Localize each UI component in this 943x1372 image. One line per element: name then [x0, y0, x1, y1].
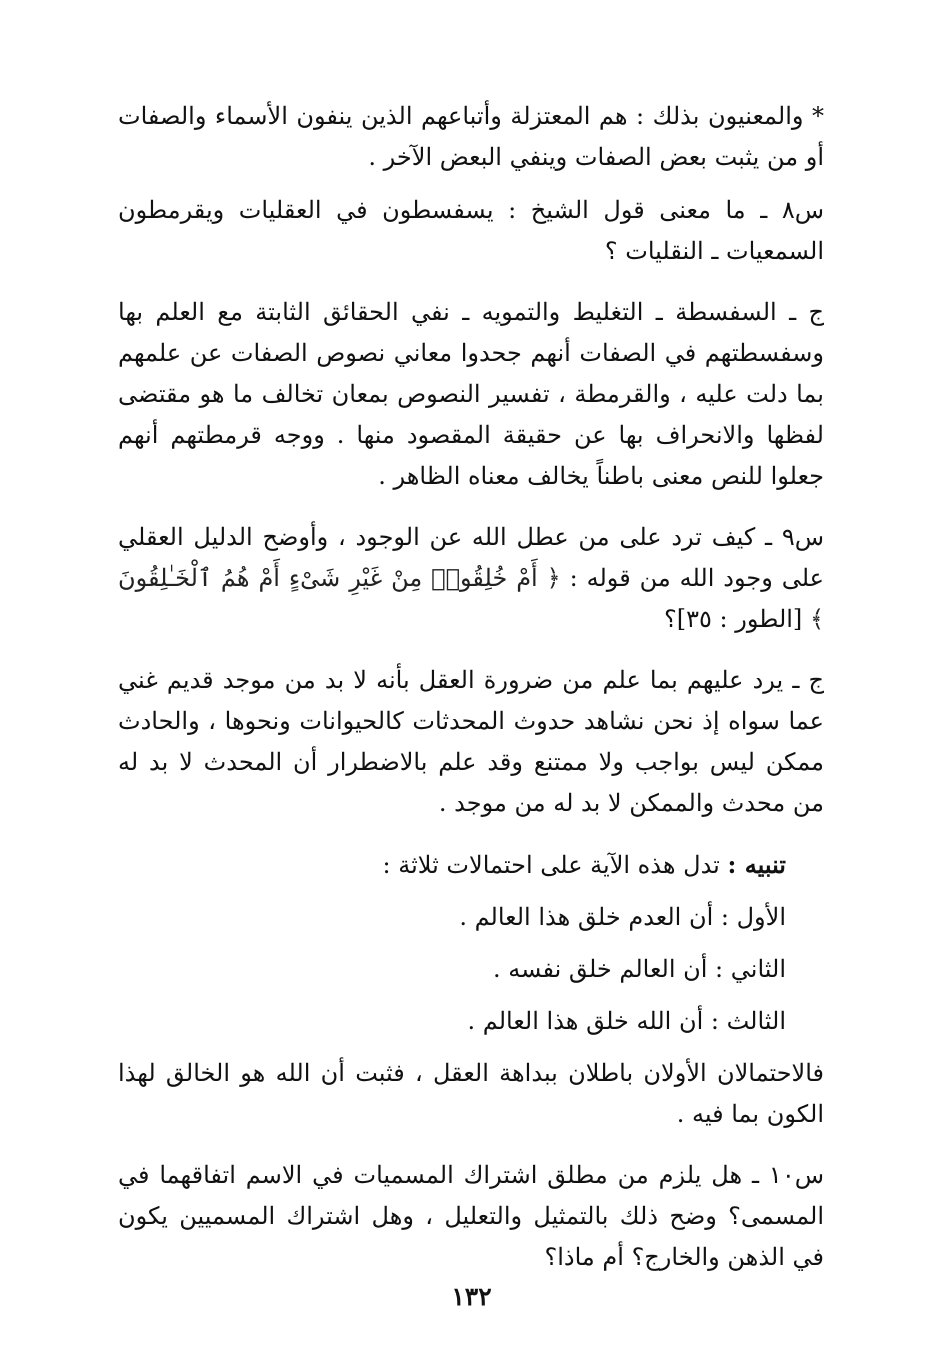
- quran-verse: ﴿ أَمْ خُلِقُوا۟ مِنْ غَيْرِ شَىْءٍ أَمْ هُمُ ٱلْخَـٰلِقُونَ ﴾: [118, 564, 824, 633]
- page-body: [118, 96, 824, 1298]
- conclusion: فالاحتمالان الأولان باطلان ببداهة العقل ، فثبت أن الله هو الخالق لهذا الكون بما فيه .: [118, 1059, 825, 1128]
- question-9-text: س٩ ـ كيف ترد على من عطل الله عن الوجود ، وأوضح الدليل العقلي على وجود الله من قوله :: [118, 523, 825, 592]
- note: [118, 844, 824, 886]
- answer-8: ج ـ السفسطة ـ التغليط والتمويه ـ نفي الحقائق الثابتة مع العلم بها وسفسطتهم في الصفات أنهم جحدوا معاني نصوص الصفات عن علمهم بما دلت عليه ، والقرمطة ، تفسير النصوص بمعان تخالف ما هو مقتضى لفظها والانحراف بها عن حقيقة المقصود منها . ووجه قرمطتهم أنهم جعلوا للنص معنى باطناً يخالف معناه الظاهر .: [118, 298, 824, 490]
- paragraph-mutazila: * والمعنيون بذلك : هم المعتزلة وأتباعهم الذين ينفون الأسماء والصفات أو من يثبت بعض الصفات وينفي البعض الآخر .: [118, 102, 824, 171]
- page-number: ١٣٢: [451, 1282, 492, 1311]
- option-1: الأول : أن العدم خلق هذا العالم .: [459, 903, 786, 931]
- question-9: [118, 517, 824, 640]
- question-8: س٨ ـ ما معنى قول الشيخ : يسفسطون في العقليات ويقرمطون السمعيات ـ النقليات ؟: [118, 196, 824, 265]
- question-10: س١٠ ـ هل يلزم من مطلق اشتراك المسميات في الاسم اتفاقهما في المسمى؟ وضح ذلك بالتمثيل والتعليل ، وهل اشتراك المسميين يكون في الذهن والخارج؟ أم ماذا؟: [118, 1161, 824, 1271]
- answer-9: ج ـ يرد عليهم بما علم من ضرورة العقل بأنه لا بد من موجد قديم غني عما سواه إذ نحن نشاهد حدوث المحدثات كالحيوانات ونحوها ، والحادث ممكن ليس بواجب ولا ممتنع وقد علم بالاضطرار أن المحدث لا بد له من محدث والممكن لا بد له من موجد .: [118, 666, 824, 817]
- note-text: تدل هذه الآية على احتمالات ثلاثة :: [382, 851, 720, 879]
- option-2: الثاني : أن العالم خلق نفسه .: [492, 955, 786, 983]
- note-label: تنبيه :: [727, 850, 786, 879]
- verse-reference: [الطور : ٣٥]؟: [664, 605, 803, 633]
- option-3: الثالث : أن الله خلق هذا العالم .: [467, 1007, 786, 1035]
